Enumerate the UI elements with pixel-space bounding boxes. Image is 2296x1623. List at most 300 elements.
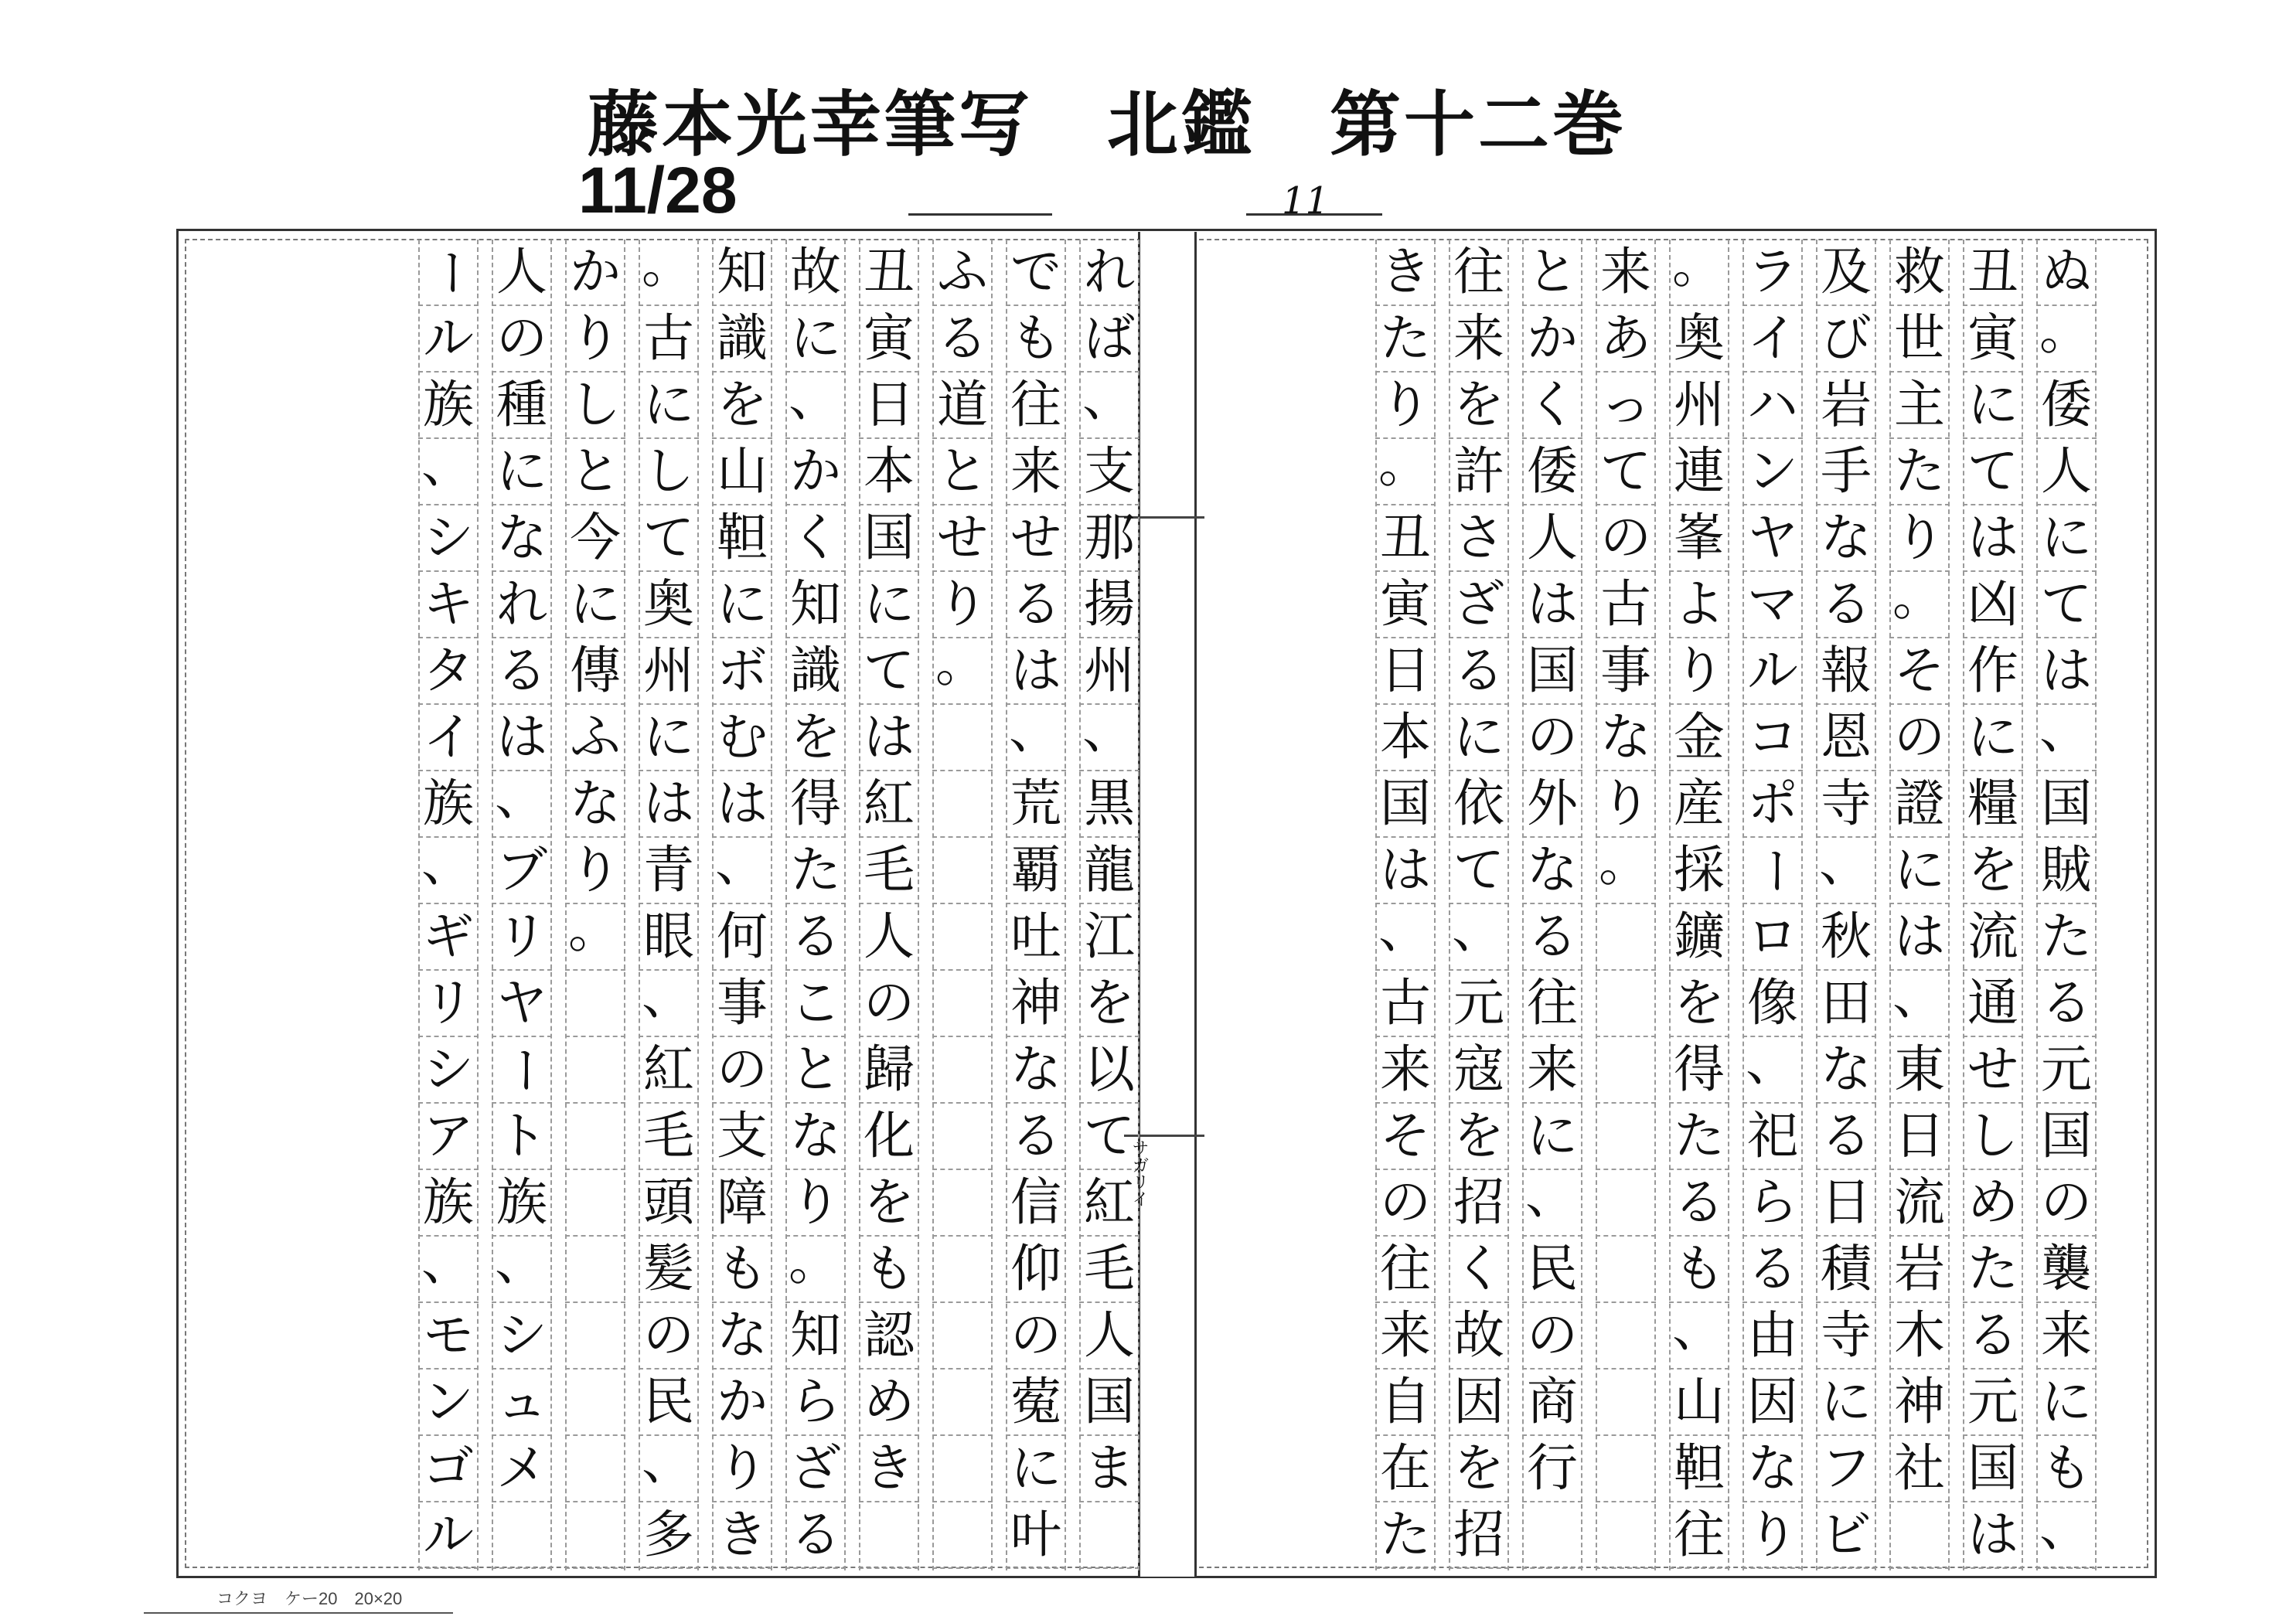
grid-cell: き	[1375, 240, 1436, 306]
grid-cell: 社	[1889, 1436, 1950, 1502]
grid-cell: シ	[418, 505, 479, 572]
grid-cell: は	[492, 705, 552, 771]
grid-cell: ば	[1079, 306, 1139, 373]
grid-cell	[1596, 904, 1656, 971]
grid-cell	[1079, 1502, 1139, 1569]
grid-cell	[932, 1303, 993, 1370]
grid-cell: コ	[1742, 705, 1803, 771]
grid-cell: 。	[932, 638, 993, 705]
grid-cell: 人	[1079, 1303, 1139, 1370]
grid-cell	[565, 1237, 625, 1303]
grid-cell: び	[1816, 306, 1876, 373]
text-column	[1596, 240, 1656, 1570]
grid-cell: 国	[1079, 1370, 1139, 1436]
grid-cell: 認	[859, 1303, 919, 1370]
grid-cell: ル	[418, 1502, 479, 1569]
grid-cell: に	[1449, 705, 1509, 771]
grid-cell: 国	[2036, 1104, 2097, 1170]
grid-cell: イ	[1742, 306, 1803, 373]
grid-cell: 主	[1889, 373, 1950, 439]
grid-cell: 、	[785, 373, 846, 439]
grid-cell: 識	[712, 306, 772, 373]
grid-cell: に	[639, 705, 699, 771]
grid-cell: ヤ	[492, 971, 552, 1037]
grid-cell: で	[1006, 240, 1066, 306]
grid-cell: 、	[492, 771, 552, 838]
grid-cell: り	[1889, 505, 1950, 572]
grid-cell: ざ	[785, 1436, 846, 1502]
grid-cell: る	[932, 306, 993, 373]
grid-cell: 襲	[2036, 1237, 2097, 1303]
grid-cell: せ	[1006, 505, 1066, 572]
grid-cell: 人	[492, 240, 552, 306]
grid-cell: れ	[1079, 240, 1139, 306]
grid-cell: の	[1375, 1170, 1436, 1237]
page-title: 藤本光幸筆写 北鑑 第十二巻	[588, 83, 1627, 166]
grid-cell	[1596, 971, 1656, 1037]
grid-cell: ゴ	[418, 1436, 479, 1502]
grid-cell: を	[859, 1170, 919, 1237]
grid-cell: そ	[1375, 1104, 1436, 1170]
grid-cell: り	[1669, 638, 1729, 705]
grid-cell: 外	[1522, 771, 1582, 838]
grid-cell: ラ	[1742, 240, 1803, 306]
grid-cell: 紅	[639, 1037, 699, 1104]
grid-cell: 元	[2036, 1037, 2097, 1104]
grid-cell: 證	[1889, 771, 1950, 838]
grid-cell: 依	[1449, 771, 1509, 838]
grid-cell: 、	[1816, 838, 1876, 904]
grid-cell: 古	[639, 306, 699, 373]
grid-cell: 行	[1522, 1436, 1582, 1502]
grid-cell: 揚	[1079, 572, 1139, 638]
grid-cell: な	[1522, 838, 1582, 904]
grid-cell: り	[712, 1436, 772, 1502]
grid-cell: 寅	[859, 306, 919, 373]
grid-cell: 事	[712, 971, 772, 1037]
text-column	[1669, 235, 1729, 1570]
sheet-center-spine	[1138, 232, 1197, 1577]
grid-cell: そ	[1889, 638, 1950, 705]
grid-cell: イ	[418, 705, 479, 771]
grid-cell: 、	[1889, 971, 1950, 1037]
grid-cell: 山	[712, 439, 772, 505]
grid-cell: な	[1596, 705, 1656, 771]
grid-cell: 、	[639, 971, 699, 1037]
grid-cell: 来	[1522, 1037, 1582, 1104]
grid-cell: 、	[492, 1237, 552, 1303]
grid-cell: 来	[1375, 1037, 1436, 1104]
grid-cell: の	[492, 306, 552, 373]
grid-cell: 来	[2036, 1303, 2097, 1370]
grid-cell: 国	[1522, 638, 1582, 705]
grid-cell: は	[1963, 505, 2023, 572]
grid-cell: マ	[1742, 572, 1803, 638]
grid-cell: る	[1006, 1104, 1066, 1170]
grid-cell: 手	[1816, 439, 1876, 505]
grid-cell: 知	[785, 572, 846, 638]
grid-cell: 、	[2036, 1502, 2097, 1569]
grid-cell: モ	[418, 1303, 479, 1370]
grid-cell: 識	[785, 638, 846, 705]
grid-cell: を	[1669, 971, 1729, 1037]
grid-cell: ブ	[492, 838, 552, 904]
grid-cell: 、	[1742, 1037, 1803, 1104]
grid-cell: 族	[418, 1170, 479, 1237]
grid-cell: 、	[1079, 705, 1139, 771]
grid-cell: な	[565, 771, 625, 838]
grid-cell	[932, 771, 993, 838]
grid-cell: ふ	[932, 240, 993, 306]
grid-cell: の	[2036, 1170, 2097, 1237]
grid-cell: 民	[639, 1370, 699, 1436]
grid-cell: て	[639, 505, 699, 572]
grid-cell	[1596, 1170, 1656, 1237]
grid-cell: 往	[1669, 1502, 1729, 1569]
grid-cell: る	[785, 1502, 846, 1569]
grid-cell: ー	[418, 240, 479, 306]
grid-cell: 連	[1669, 439, 1729, 505]
text-column	[1816, 240, 1876, 1570]
grid-cell: る	[1669, 1170, 1729, 1237]
grid-cell: 仰	[1006, 1237, 1066, 1303]
grid-cell	[932, 1170, 993, 1237]
grid-cell: 、	[712, 838, 772, 904]
grid-cell	[565, 971, 625, 1037]
grid-cell: シ	[418, 1037, 479, 1104]
grid-cell: キ	[418, 572, 479, 638]
grid-cell: 流	[1963, 904, 2023, 971]
grid-cell: 峯	[1669, 505, 1729, 572]
grid-cell	[932, 838, 993, 904]
grid-cell: 本	[859, 439, 919, 505]
grid-cell: に	[712, 572, 772, 638]
grid-cell: 商	[1522, 1370, 1582, 1436]
grid-cell: 岩	[1889, 1237, 1950, 1303]
grid-cell: 木	[1889, 1303, 1950, 1370]
grid-cell: ボ	[712, 638, 772, 705]
grid-cell: 叶	[1006, 1502, 1066, 1569]
grid-cell: な	[492, 505, 552, 572]
grid-cell: た	[1375, 306, 1436, 373]
grid-cell: 化	[859, 1104, 919, 1170]
grid-cell: 寅	[1375, 572, 1436, 638]
grid-cell: 故	[785, 240, 846, 306]
grid-cell: 、	[418, 439, 479, 505]
grid-cell: り	[565, 838, 625, 904]
text-column	[1449, 240, 1509, 1570]
grid-cell: 紅	[1079, 1170, 1139, 1237]
grid-cell: 多	[639, 1502, 699, 1569]
grid-cell	[932, 1104, 993, 1170]
grid-cell: 知	[712, 240, 772, 306]
grid-cell: き	[859, 1436, 919, 1502]
grid-cell	[932, 1237, 993, 1303]
grid-cell: 神	[1889, 1370, 1950, 1436]
grid-cell: 寺	[1816, 1303, 1876, 1370]
grid-cell: 歸	[859, 1037, 919, 1104]
grid-cell: 丑	[1963, 240, 2023, 306]
grid-cell: 。	[1669, 240, 1729, 306]
grid-cell: と	[1522, 240, 1582, 306]
grid-cell: 故	[1449, 1303, 1509, 1370]
grid-cell: 国	[859, 505, 919, 572]
grid-cell: な	[712, 1303, 772, 1370]
grid-cell: の	[1006, 1303, 1066, 1370]
grid-cell: 。	[2036, 306, 2097, 373]
grid-cell: 元	[1449, 971, 1509, 1037]
grid-cell: 本	[1375, 705, 1436, 771]
grid-cell: た	[1963, 1237, 2023, 1303]
grid-cell: 国	[2036, 771, 2097, 838]
grid-cell: 以	[1079, 1037, 1139, 1104]
grid-cell: を	[1449, 1436, 1509, 1502]
grid-cell: 州	[1079, 638, 1139, 705]
grid-cell: し	[565, 373, 625, 439]
grid-cell: 民	[1522, 1237, 1582, 1303]
grid-cell: ン	[1742, 439, 1803, 505]
grid-cell: 往	[1449, 240, 1509, 306]
grid-cell: ン	[418, 1370, 479, 1436]
grid-cell: 由	[1742, 1303, 1803, 1370]
grid-cell: 州	[1669, 373, 1729, 439]
grid-cell: ふ	[565, 705, 625, 771]
grid-cell: に	[492, 439, 552, 505]
grid-cell: り	[1742, 1502, 1803, 1569]
grid-cell: 道	[932, 373, 993, 439]
text-column	[859, 240, 919, 1570]
grid-cell: し	[639, 439, 699, 505]
grid-cell: ル	[418, 306, 479, 373]
grid-cell	[565, 1104, 625, 1170]
grid-cell: め	[859, 1370, 919, 1436]
grid-cell: ら	[785, 1370, 846, 1436]
grid-cell: に	[1889, 838, 1950, 904]
grid-cell: も	[859, 1237, 919, 1303]
grid-cell: 。	[1889, 572, 1950, 638]
grid-cell: 支	[712, 1104, 772, 1170]
grid-cell: 。	[1596, 838, 1656, 904]
grid-cell: ル	[1742, 638, 1803, 705]
grid-cell: か	[785, 439, 846, 505]
grid-cell: 因	[1449, 1370, 1509, 1436]
grid-cell	[932, 705, 993, 771]
grid-cell: 覇	[1006, 838, 1066, 904]
grid-cell: 日	[1375, 638, 1436, 705]
grid-cell: 古	[1596, 572, 1656, 638]
text-column	[418, 240, 479, 1570]
grid-cell: 東	[1889, 1037, 1950, 1104]
grid-cell: ざ	[1449, 572, 1509, 638]
page-number-underline	[1246, 213, 1382, 216]
grid-cell: 頭	[639, 1170, 699, 1237]
text-column	[1963, 240, 2023, 1570]
grid-cell: な	[1742, 1436, 1803, 1502]
grid-cell: 往	[1006, 373, 1066, 439]
grid-cell: 何	[712, 904, 772, 971]
grid-cell: 支	[1079, 439, 1139, 505]
grid-cell: 採	[1669, 838, 1729, 904]
grid-cell: リ	[492, 904, 552, 971]
grid-cell: る	[1006, 572, 1066, 638]
grid-cell: 靼	[712, 505, 772, 572]
grid-cell: 恩	[1816, 705, 1876, 771]
grid-cell: に	[2036, 1370, 2097, 1436]
grid-cell: 産	[1669, 771, 1729, 838]
grid-cell: と	[565, 439, 625, 505]
grid-cell: っ	[1596, 373, 1656, 439]
text-column	[492, 240, 552, 1570]
grid-cell: を	[1079, 971, 1139, 1037]
grid-cell: 龍	[1079, 838, 1139, 904]
grid-cell: の	[1522, 705, 1582, 771]
grid-cell: る	[2036, 971, 2097, 1037]
grid-cell: 鑛	[1669, 904, 1729, 971]
grid-cell: 通	[1963, 971, 2023, 1037]
grid-cell: り	[565, 306, 625, 373]
grid-cell: 眼	[639, 904, 699, 971]
grid-cell: を	[1449, 373, 1509, 439]
grid-cell: に	[2036, 505, 2097, 572]
grid-cell: ギ	[418, 904, 479, 971]
grid-cell: 、	[639, 1436, 699, 1502]
grid-cell: 賊	[2036, 838, 2097, 904]
grid-cell: り	[932, 572, 993, 638]
grid-cell: 寇	[1449, 1037, 1509, 1104]
grid-cell: 積	[1816, 1237, 1876, 1303]
date-label: 11/28	[578, 154, 738, 226]
grid-cell: は	[712, 771, 772, 838]
grid-cell: 族	[418, 373, 479, 439]
grid-cell	[492, 1502, 552, 1569]
text-column	[785, 240, 846, 1570]
grid-cell: 州	[639, 638, 699, 705]
grid-cell: 、	[418, 1237, 479, 1303]
grid-cell: と	[932, 439, 993, 505]
grid-cell: 種	[492, 373, 552, 439]
grid-cell: 人	[1522, 505, 1582, 572]
grid-cell: 国	[1963, 1436, 2023, 1502]
grid-cell: 元	[1963, 1370, 2023, 1436]
grid-cell: 荒	[1006, 771, 1066, 838]
grid-cell: 、	[1522, 1170, 1582, 1237]
grid-cell: れ	[492, 572, 552, 638]
grid-cell: 在	[1375, 1436, 1436, 1502]
grid-cell: 招	[1449, 1502, 1509, 1569]
grid-cell: な	[1006, 1037, 1066, 1104]
grid-cell: ハ	[1742, 373, 1803, 439]
grid-cell: る	[1816, 572, 1876, 638]
grid-cell: も	[1006, 306, 1066, 373]
grid-cell: か	[565, 240, 625, 306]
grid-cell: の	[639, 1303, 699, 1370]
grid-cell: り	[785, 1170, 846, 1237]
grid-cell: 山	[1669, 1370, 1729, 1436]
grid-cell: 国	[1375, 771, 1436, 838]
grid-cell: に	[1006, 1436, 1066, 1502]
grid-cell: せ	[1963, 1037, 2023, 1104]
grid-cell: 障	[712, 1170, 772, 1237]
grid-cell: 得	[785, 771, 846, 838]
grid-cell: に	[785, 306, 846, 373]
grid-cell: 往	[1522, 971, 1582, 1037]
grid-cell: の	[1889, 705, 1950, 771]
grid-cell: 招	[1449, 1170, 1509, 1237]
grid-cell: て	[2036, 572, 2097, 638]
grid-cell	[1596, 1370, 1656, 1436]
grid-cell	[565, 1303, 625, 1370]
grid-cell	[1596, 1502, 1656, 1569]
grid-cell: 黒	[1079, 771, 1139, 838]
grid-cell: は	[1522, 572, 1582, 638]
grid-cell	[932, 1370, 993, 1436]
grid-cell: 秋	[1816, 904, 1876, 971]
grid-cell: ま	[1079, 1436, 1139, 1502]
grid-cell: 自	[1375, 1370, 1436, 1436]
footer-rule	[144, 1612, 453, 1614]
grid-cell: ュ	[492, 1370, 552, 1436]
grid-cell: 奥	[1669, 306, 1729, 373]
grid-cell: 靼	[1669, 1436, 1729, 1502]
grid-cell	[565, 1436, 625, 1502]
grid-cell	[932, 904, 993, 971]
text-column	[1006, 240, 1066, 1570]
blank-underline	[908, 213, 1052, 216]
grid-cell: 及	[1816, 240, 1876, 306]
grid-cell: る	[1963, 1303, 2023, 1370]
grid-cell: 知	[785, 1303, 846, 1370]
grid-cell	[859, 1502, 919, 1569]
grid-cell: に	[565, 572, 625, 638]
grid-cell: 古	[1375, 971, 1436, 1037]
grid-cell: 、	[1375, 904, 1436, 971]
grid-cell: 。	[565, 904, 625, 971]
grid-cell: に	[1963, 705, 2023, 771]
page-number: 11	[1282, 179, 1330, 223]
grid-cell: 田	[1816, 971, 1876, 1037]
grid-cell: ロ	[1742, 904, 1803, 971]
grid-cell: こ	[785, 971, 846, 1037]
grid-cell: 、	[1449, 904, 1509, 971]
grid-cell: 寺	[1816, 771, 1876, 838]
grid-cell	[932, 971, 993, 1037]
text-column	[1522, 240, 1582, 1570]
grid-cell: り	[1375, 373, 1436, 439]
grid-cell: せ	[932, 505, 993, 572]
grid-cell: な	[785, 1104, 846, 1170]
grid-cell: る	[1522, 904, 1582, 971]
grid-cell: に	[859, 572, 919, 638]
grid-cell: き	[712, 1502, 772, 1569]
grid-cell: ヤ	[1742, 505, 1803, 572]
grid-cell: フ	[1816, 1436, 1876, 1502]
grid-cell: か	[1522, 306, 1582, 373]
grid-cell: 祀	[1742, 1104, 1803, 1170]
grid-cell: 世	[1889, 306, 1950, 373]
grid-cell: 来	[1596, 240, 1656, 306]
grid-cell: を	[785, 705, 846, 771]
grid-cell: シ	[492, 1303, 552, 1370]
grid-cell: て	[1596, 439, 1656, 505]
grid-cell: た	[785, 838, 846, 904]
paper-brand-label: コクヨ ケー20 20×20	[216, 1589, 403, 1608]
grid-cell: ア	[418, 1104, 479, 1170]
grid-cell: る	[785, 904, 846, 971]
grid-cell: ー	[1742, 838, 1803, 904]
grid-cell: 青	[639, 838, 699, 904]
grid-cell	[932, 1502, 993, 1569]
grid-cell: ら	[1742, 1170, 1803, 1237]
